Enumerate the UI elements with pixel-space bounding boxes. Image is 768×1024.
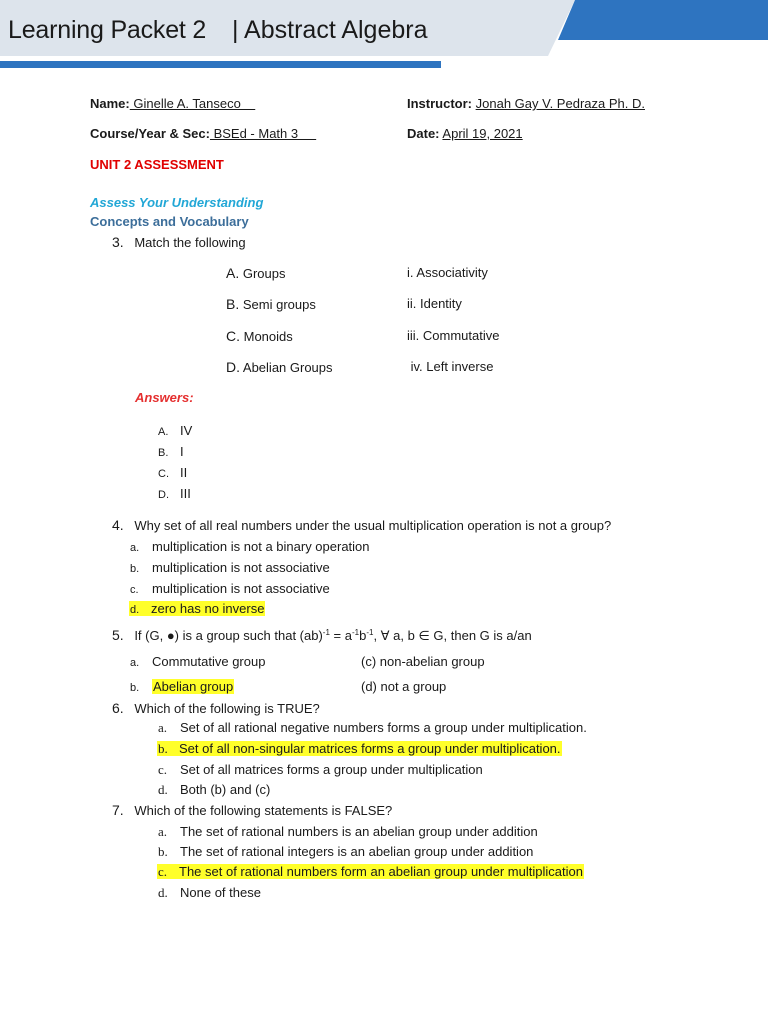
answer-b [158, 444, 184, 459]
match-letter: B. [226, 296, 240, 312]
option-text: None of these [180, 885, 261, 900]
match-text: Semi groups [242, 297, 316, 312]
option-text: Abelian group [153, 679, 234, 694]
question-6 [112, 700, 320, 716]
answer-a [158, 423, 192, 438]
option-letter: b. [158, 844, 168, 859]
unit-title: UNIT 2 ASSESSMENT [90, 157, 224, 172]
answer-highlight [157, 741, 562, 756]
name-row [90, 96, 255, 111]
q7-option-a [158, 824, 538, 840]
option-text: Set of all non-singular matrices forms a group under multiplication. [179, 741, 561, 756]
option-letter: a. [130, 542, 140, 554]
q5-text-part: b [359, 628, 367, 643]
q7-option-c [157, 864, 584, 880]
superscript: -1 [366, 628, 374, 637]
q5-text-part: = a [329, 628, 352, 643]
instructor-value: Jonah Gay V. Pedraza Ph. D. [475, 96, 645, 111]
answer-text: II [180, 465, 188, 480]
q5-option-b [130, 679, 234, 694]
course-value: BSEd - Math 3 [209, 126, 317, 141]
question-4 [112, 517, 611, 533]
question-5 [112, 627, 532, 644]
option-text: The set of rational numbers form an abelian group under multiplication [179, 864, 583, 879]
match-letter: A. [226, 265, 240, 281]
option-text: multiplication is not associative [152, 560, 330, 575]
question-number: 3. [112, 234, 124, 250]
question-7 [112, 802, 392, 818]
q6-option-d [158, 782, 270, 798]
match-left-d [226, 359, 333, 375]
name-value: Ginelle A. Tanseco [129, 96, 256, 111]
option-letter: d. [130, 604, 140, 616]
question-text [134, 628, 531, 643]
match-right-1: i. Associativity [407, 265, 488, 280]
question-number: 4. [112, 517, 124, 533]
superscript: -1 [351, 628, 360, 637]
match-right-2: ii. Identity [407, 296, 462, 311]
answer-letter: C. [158, 468, 169, 480]
date-value: April 19, 2021 [442, 126, 523, 141]
answer-d [158, 486, 191, 501]
option-letter: d. [158, 782, 168, 797]
q5-option-d: (d) not a group [361, 679, 447, 694]
option-letter: b. [158, 741, 168, 756]
q5-text-part: If (G, ●) is a group such that (ab) [134, 628, 323, 643]
match-text: Monoids [243, 329, 293, 344]
answer-text: I [180, 444, 184, 459]
subject-title: | Abstract Algebra [232, 16, 428, 44]
question-number: 7. [112, 802, 124, 818]
option-letter: b. [130, 563, 140, 575]
option-letter: c. [130, 584, 139, 596]
date-label: Date: [407, 126, 440, 141]
option-letter: a. [158, 824, 168, 839]
question-text: Why set of all real numbers under the usual multiplication operation is not a group? [134, 518, 612, 533]
superscript: -1 [322, 628, 330, 637]
section-subtitle: Concepts and Vocabulary [90, 214, 249, 229]
option-text: Both (b) and (c) [180, 782, 271, 797]
match-letter: C. [226, 328, 240, 344]
question-number: 6. [112, 700, 124, 716]
answer-c [158, 465, 187, 480]
course-row [90, 126, 316, 141]
answer-text: III [180, 486, 191, 501]
question-text: Which of the following statements is FALSE? [134, 803, 393, 818]
q4-option-a [130, 539, 370, 554]
question-number: 5. [112, 627, 124, 643]
q5-option-c: (c) non-abelian group [361, 654, 485, 669]
option-text: zero has no inverse [151, 601, 265, 616]
option-letter: c. [158, 762, 168, 777]
option-letter: b. [130, 682, 140, 694]
match-text: Groups [242, 266, 286, 281]
answer-highlight [129, 601, 265, 616]
answer-highlight [157, 864, 584, 879]
answers-label: Answers: [135, 390, 194, 405]
match-left-c [226, 328, 293, 344]
answer-letter: B. [158, 447, 169, 459]
match-right-4: iv. Left inverse [407, 359, 494, 374]
name-label: Name: [90, 96, 130, 111]
q5-option-a [130, 654, 265, 669]
section-title: Assess Your Understanding [90, 195, 264, 210]
q7-option-b [158, 844, 533, 860]
option-letter: a. [130, 657, 140, 669]
question-3 [112, 234, 246, 250]
option-text: The set of rational numbers is an abelian group under addition [180, 824, 538, 839]
match-letter: D. [226, 359, 240, 375]
q5-text-part: , ∀ a, b ∈ G, then G is a/an [373, 628, 532, 643]
q6-option-b [157, 741, 562, 757]
date-row [407, 126, 523, 141]
q4-option-b [130, 560, 330, 575]
option-text: The set of rational integers is an abelian group under addition [180, 844, 534, 859]
page-header [0, 0, 768, 70]
question-text: Which of the following is TRUE? [134, 701, 320, 716]
option-text: Set of all rational negative numbers forms a group under multiplication. [180, 720, 587, 735]
option-letter: d. [158, 885, 168, 900]
answer-text: IV [180, 423, 193, 438]
course-label: Course/Year & Sec: [90, 126, 210, 141]
option-text: multiplication is not associative [152, 581, 330, 596]
option-letter: c. [158, 864, 168, 879]
question-text: Match the following [134, 235, 246, 250]
match-left-a [226, 265, 286, 281]
option-text: Set of all matrices forms a group under multiplication [180, 762, 483, 777]
q6-option-a [158, 720, 587, 736]
q6-option-c [158, 762, 483, 778]
answer-letter: A. [158, 426, 169, 438]
instructor-row [407, 96, 645, 111]
answer-letter: D. [158, 489, 169, 501]
packet-title: Learning Packet 2 [8, 16, 207, 44]
match-text: Abelian Groups [242, 360, 333, 375]
instructor-label: Instructor: [407, 96, 472, 111]
q4-option-d [129, 601, 265, 616]
option-letter: a. [158, 720, 168, 735]
match-right-3: iii. Commutative [407, 328, 500, 343]
q7-option-d [158, 885, 261, 901]
option-text: Commutative group [152, 654, 266, 669]
q4-option-c [130, 581, 330, 596]
match-left-b [226, 296, 316, 312]
option-text: multiplication is not a binary operation [152, 539, 370, 554]
